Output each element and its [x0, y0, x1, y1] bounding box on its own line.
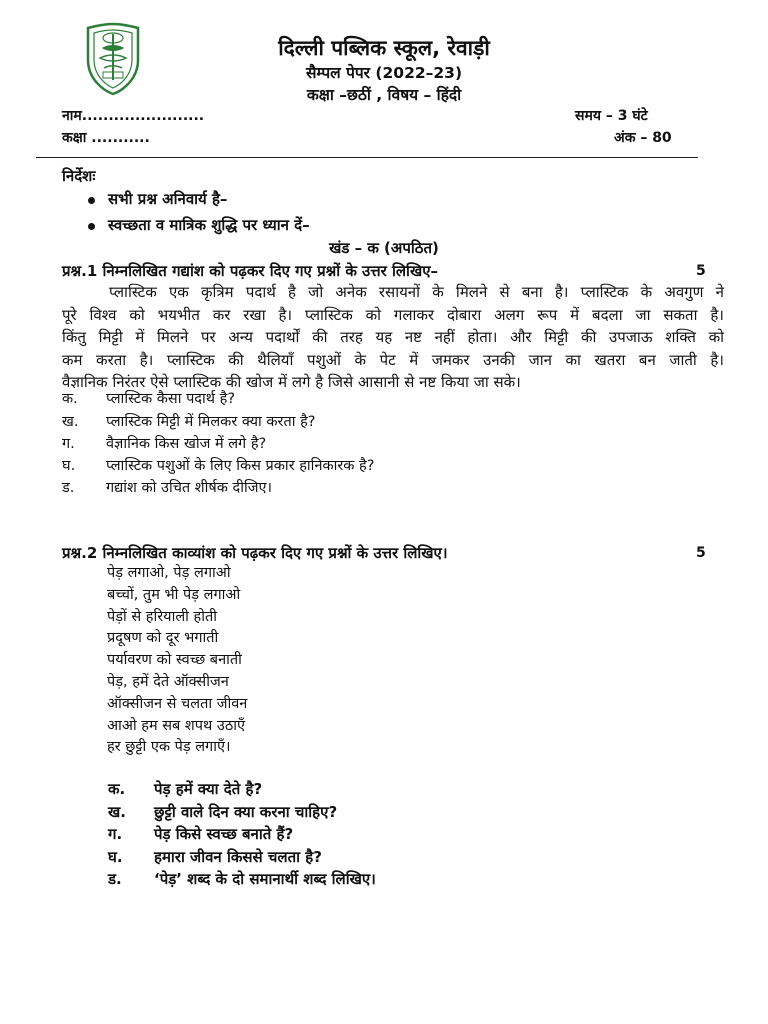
poem-line: पेड़ों से हरियाली होती	[107, 608, 217, 625]
marks-label: अंक – 80	[614, 130, 672, 146]
passage-line: कम करता है। प्लास्टिक की थैलियाँ पशुओं के पेट में जमकर उनकी जान का खतरा बन जाती है।	[62, 350, 724, 369]
instruction-item: स्वच्छता व मात्रिक शुद्धि पर ध्यान दें–	[108, 216, 310, 234]
poem-line: बच्चों, तुम भी पेड़ लगाओ	[107, 586, 241, 603]
paper-title: सैम्पल पेपर (2022–23)	[305, 64, 463, 82]
poem-line: पर्यावरण को स्वच्छ बनाती	[107, 652, 242, 669]
passage-line: प्लास्टिक एक कृत्रिम पदार्थ है जो अनेक रसायनों के मिलने से बना है। प्लास्टिक के अवगुण ने	[109, 283, 724, 301]
poem-line: पेड़, हमें देते ऑक्सीजन	[107, 673, 229, 690]
section-title: खंड – क (अपठित)	[329, 239, 439, 257]
poem-line: आओ हम सब शपथ उठाएँ	[107, 717, 246, 734]
class-subject: कक्षा –छठीं , विषय – हिंदी	[306, 86, 462, 104]
instructions-heading: निर्देशः	[62, 167, 96, 185]
class-label: कक्षा ...........	[62, 130, 150, 146]
time-label: समय – 3 घंटे	[575, 108, 648, 124]
passage-line: किंतु मिट्टी में मिलने पर अन्य पदार्थों की तरह यह नष्ट नहीं होता। और मिट्टी की उपजाऊ शक्ति को	[62, 328, 724, 346]
instruction-item: सभी प्रश्न अनिवार्य है–	[108, 190, 228, 208]
passage-line: पूरे विश्व को भयभीत कर रखा है। प्लास्टिक को गलाकर दोबारा अलग रूप में बदला जा सकता है।	[62, 305, 724, 324]
q1-passage	[62, 281, 724, 394]
q2-poem	[107, 563, 247, 759]
school-name: दिल्ली पब्लिक स्कूल, रेवाड़ी	[278, 36, 490, 60]
poem-line: हर छुट्टी एक पेड़ लगाएँ।	[107, 739, 231, 756]
passage-line: वैज्ञानिक निरंतर ऐसे प्लास्टिक की खोज में लगे है जिसे आसानी से नष्ट किया जा सके।	[62, 373, 521, 391]
bullet-icon	[88, 223, 95, 230]
header-divider	[36, 157, 698, 158]
q2-marks: 5	[696, 545, 706, 561]
q2-title: प्रश्न.2 निम्नलिखित काव्यांश को पढ़कर दिए गए प्रश्नों के उत्तर लिखिए।	[62, 544, 448, 562]
poem-line: प्रदूषण को दूर भगाती	[107, 630, 219, 647]
bullet-icon	[88, 197, 95, 204]
name-label: नाम.......................	[62, 108, 205, 124]
q1-marks: 5	[696, 263, 706, 279]
poem-line: ऑक्सीजन से चलता जीवन	[107, 695, 248, 712]
poem-line: पेड़ लगाओ, पेड़ लगाओ	[107, 565, 231, 581]
q1-title: प्रश्न.1 निम्नलिखित गद्यांश को पढ़कर दिए गए प्रश्नों के उत्तर लिखिए–	[62, 262, 439, 280]
